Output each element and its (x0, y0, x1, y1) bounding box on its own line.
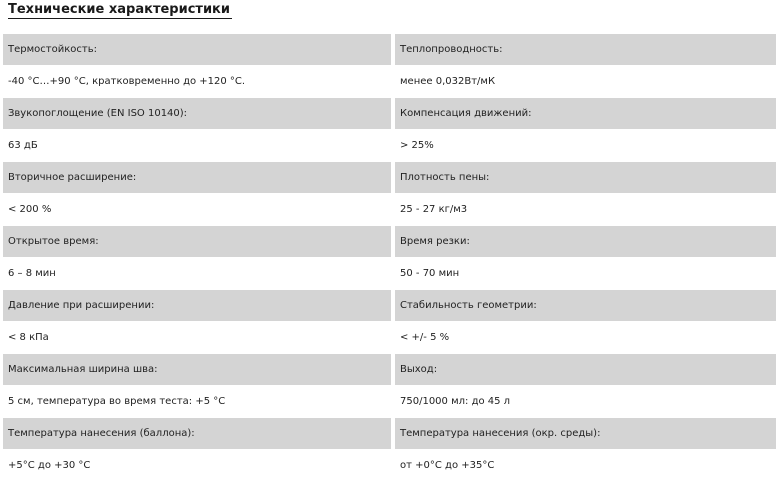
spec-label-cutting-time: Время резки: (395, 226, 776, 257)
spec-label-thermal-conductivity: Теплопроводность: (395, 34, 776, 65)
spec-value-sound-absorption: 63 дБ (3, 130, 391, 161)
table-row-label (0, 418, 778, 449)
spec-label-open-time: Открытое время: (3, 226, 391, 257)
table-row-label (0, 162, 778, 193)
table-row-label (0, 34, 778, 65)
spec-label-yield: Выход: (395, 354, 776, 385)
table-row-label (0, 290, 778, 321)
table-row-value (0, 450, 778, 481)
table-row-label (0, 354, 778, 385)
spec-label-application-temp-can: Температура нанесения (баллона): (3, 418, 391, 449)
spec-value-expansion-pressure: < 8 кПа (3, 322, 391, 353)
spec-label-thermal-resistance: Термостойкость: (3, 34, 391, 65)
spec-value-foam-density: 25 - 27 кг/м3 (395, 194, 776, 225)
spec-label-foam-density: Плотность пены: (395, 162, 776, 193)
spec-value-yield: 750/1000 мл: до 45 л (395, 386, 776, 417)
spec-value-application-temp-can: +5°С до +30 °С (3, 450, 391, 481)
spec-label-movement-compensation: Компенсация движений: (395, 98, 776, 129)
specs-table (0, 34, 778, 482)
table-row-value (0, 66, 778, 97)
table-row-value (0, 258, 778, 289)
spec-label-geometry-stability: Стабильность геометрии: (395, 290, 776, 321)
table-row-value (0, 130, 778, 161)
table-row-value (0, 322, 778, 353)
spec-value-movement-compensation: > 25% (395, 130, 776, 161)
spec-label-max-joint-width: Максимальная ширина шва: (3, 354, 391, 385)
table-row-value (0, 194, 778, 225)
spec-label-application-temp-ambient: Температура нанесения (окр. среды): (395, 418, 776, 449)
table-row-value (0, 386, 778, 417)
spec-value-thermal-conductivity: менее 0,032Вт/мК (395, 66, 776, 97)
table-row-label (0, 98, 778, 129)
spec-value-max-joint-width: 5 см, температура во время теста: +5 °С (3, 386, 391, 417)
spec-value-geometry-stability: < +/- 5 % (395, 322, 776, 353)
spec-value-thermal-resistance: -40 °С…+90 °С, кратковременно до +120 °С. (3, 66, 391, 97)
spec-value-secondary-expansion: < 200 % (3, 194, 391, 225)
spec-label-sound-absorption: Звукопоглощение (EN ISO 10140): (3, 98, 391, 129)
spec-value-application-temp-ambient: от +0°С до +35°С (395, 450, 776, 481)
spec-label-expansion-pressure: Давление при расширении: (3, 290, 391, 321)
table-row-label (0, 226, 778, 257)
section-title: Технические характеристики (8, 2, 230, 17)
spec-value-open-time: 6 – 8 мин (3, 258, 391, 289)
spec-label-secondary-expansion: Вторичное расширение: (3, 162, 391, 193)
spec-value-cutting-time: 50 - 70 мин (395, 258, 776, 289)
